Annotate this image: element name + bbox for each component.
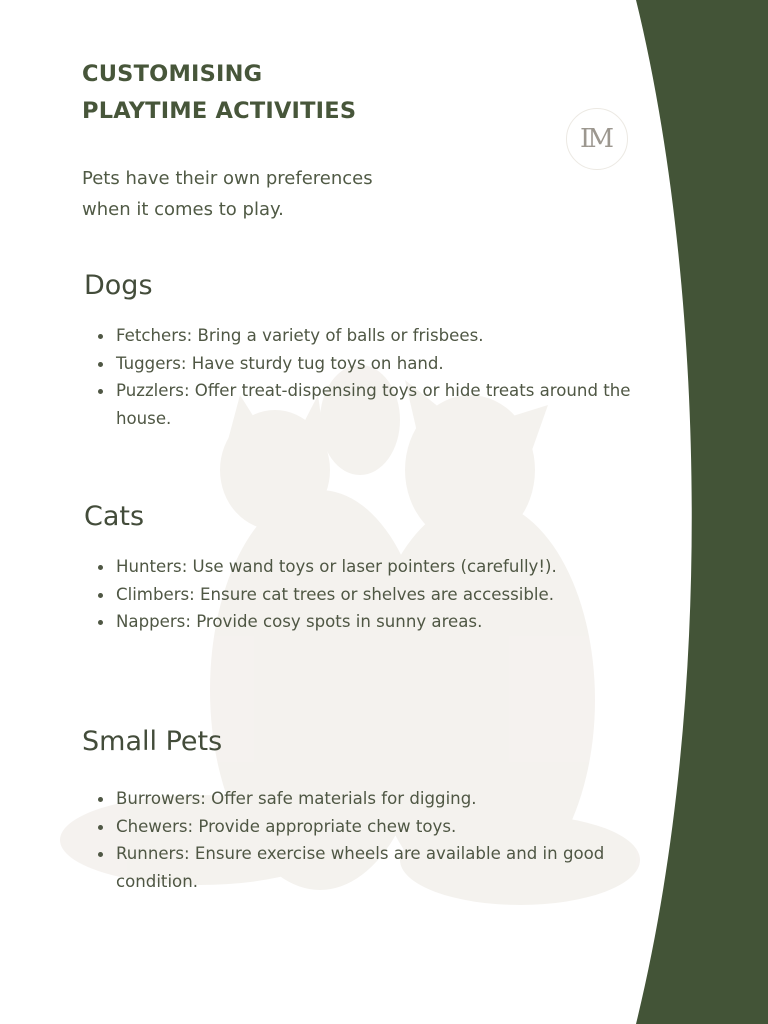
list-item: Puzzlers: Offer treat-dispensing toys or hide treats around the house. [116, 377, 656, 432]
list-item: Tuggers: Have sturdy tug toys on hand. [116, 350, 656, 378]
cats-list [116, 553, 656, 636]
section-heading-small-pets: Small Pets [82, 726, 223, 757]
title-line-1: CUSTOMISING [82, 61, 263, 87]
title-line-2: PLAYTIME ACTIVITIES [82, 98, 357, 124]
list-item: Fetchers: Bring a variety of balls or frisbees. [116, 322, 656, 350]
list-item: Burrowers: Offer safe materials for digging. [116, 785, 656, 813]
dogs-list [116, 322, 656, 432]
brand-logo [566, 108, 628, 170]
list-item: Nappers: Provide cosy spots in sunny areas. [116, 608, 656, 636]
list-item: Climbers: Ensure cat trees or shelves are accessible. [116, 581, 656, 609]
intro-line-2: when it comes to play. [82, 199, 284, 220]
section-heading-dogs: Dogs [84, 270, 153, 301]
section-heading-cats: Cats [84, 501, 145, 532]
small-pets-list [116, 785, 656, 895]
list-item: Hunters: Use wand toys or laser pointers (carefully!). [116, 553, 656, 581]
list-item: Runners: Ensure exercise wheels are available and in good condition. [116, 840, 656, 895]
logo-monogram: IM [580, 124, 611, 154]
page-title [82, 56, 356, 130]
intro-line-1: Pets have their own preferences [82, 168, 373, 189]
intro-text [82, 163, 373, 225]
list-item: Chewers: Provide appropriate chew toys. [116, 813, 656, 841]
